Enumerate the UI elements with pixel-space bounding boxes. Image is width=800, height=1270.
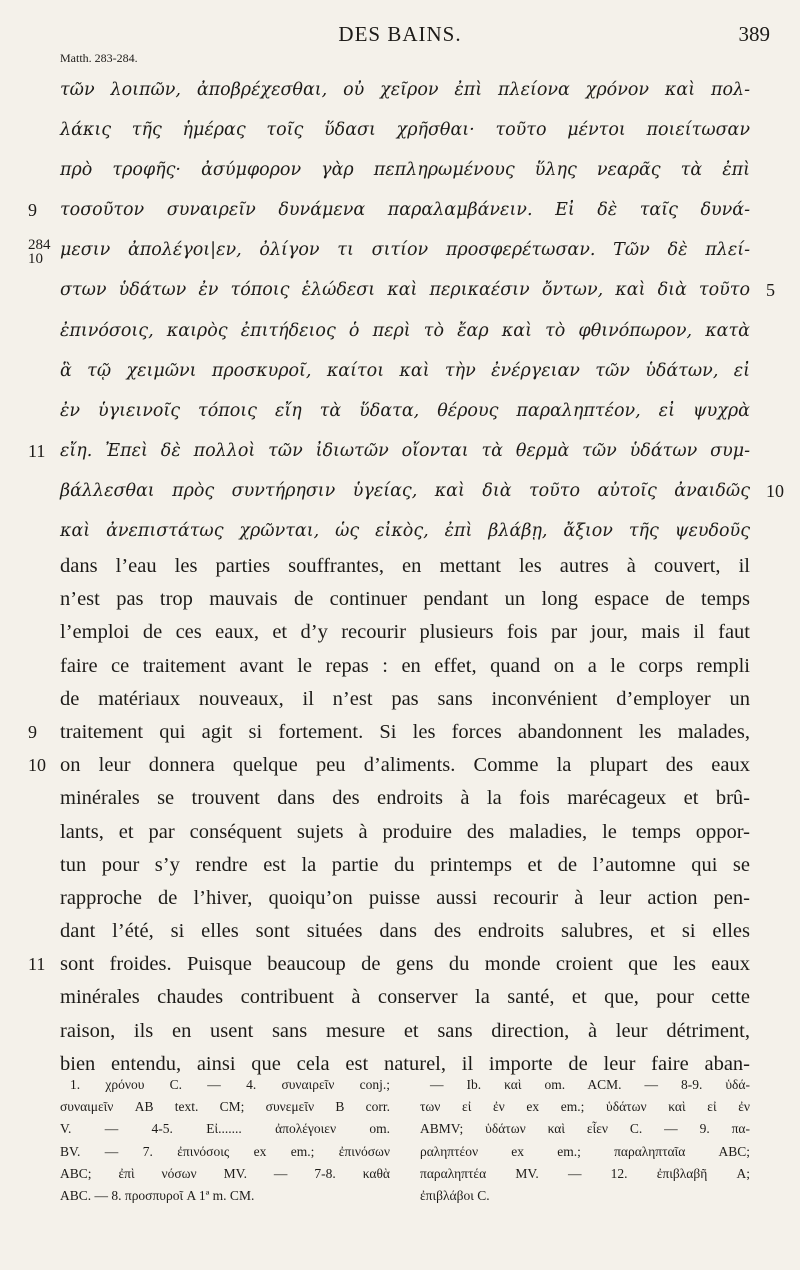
apparatus-line: ἐπιβλάβοι C. <box>420 1187 490 1203</box>
line-text: minérales chaudes contribuent à conserver la santé, et que, pour cette <box>60 986 750 1009</box>
line-text: sont froides. Puisque beaucoup de gens du monde croient que les eaux <box>60 953 750 976</box>
line-text: dant l’été, si elles sont situées dans des endroits salubres, et si elles <box>60 920 750 943</box>
line-text: πρὸ τροφῆς· ἀσύμφορον γὰρ πεπληρωμένους ὕλης νεαρᾶς τὰ ἐπὶ <box>60 160 750 181</box>
text-line <box>60 150 750 190</box>
text-line <box>60 1015 750 1048</box>
source-reference: Matth. 283-284. <box>60 51 138 65</box>
line-text: lants, et par conséquent sujets à produire des maladies, le temps oppor- <box>60 820 750 843</box>
line-text: ἐπινόσοις, καιρὸς ἐπιτήδειος ὁ περὶ τὸ ἔαρ καὶ τὸ φθινόπωρον, κατὰ <box>60 320 750 341</box>
line-text: στων ὑδάτων ἐν τόποις ἑλώδεσι καὶ περικαέσιν ὄντων, καὶ διὰ τοῦτο <box>60 280 750 301</box>
text-line <box>60 270 750 310</box>
line-text: rapproche de l’hiver, quoiqu’on puisse aussi recourir à leur action pen- <box>60 886 750 909</box>
text-line <box>60 650 750 683</box>
margin-line-number: 5 <box>766 280 775 301</box>
apparatus-line: των εἰ ἐν ex em.; ὑδάτων καὶ εἰ ἐν <box>420 1099 750 1115</box>
text-line <box>28 749 750 782</box>
apparatus-line: παραληπτέα MV. — 12. ἐπιβλαβῆ A; <box>420 1165 750 1181</box>
apparatus-line: 1. χρόνου C. — 4. συναιρεῖν conj.; <box>70 1077 390 1092</box>
line-text: μεσιν ἀπολέγοι|εν, ὀλίγον τι σιτίον προσφερέτωσαν. Τῶν δὲ πλεί- <box>60 240 750 261</box>
critical-apparatus <box>60 1074 750 1207</box>
line-text: εἴη. Ἐπεὶ δὲ πολλοὶ τῶν ἰδιωτῶν οἴονται τὰ θερμὰ τῶν ὑδάτων συμ- <box>60 440 750 461</box>
text-line <box>60 683 750 716</box>
french-translation-block <box>28 550 750 1081</box>
line-text: on leur donnera quelque peu d’aliments. Comme la plupart des eaux <box>60 754 750 777</box>
line-text: raison, ils en usent sans mesure et sans direction, à leur détriment, <box>60 1019 750 1042</box>
apparatus-line: ABMV; ὑδάτων καὶ εἶεν C. — 9. πα- <box>420 1121 750 1137</box>
text-line <box>60 511 750 551</box>
text-line <box>60 550 750 583</box>
margin-line-number: 284 10 <box>28 237 51 268</box>
line-text: βάλλεσθαι πρὸς συντήρησιν ὑγείας, καὶ διὰ τοῦτο αὐτοῖς ἀναιδῶς <box>60 480 750 501</box>
page-number: 389 <box>738 22 770 46</box>
text-line <box>60 471 750 511</box>
line-text: n’est pas trop mauvais de continuer pendant un long espace de temps <box>60 588 750 611</box>
line-text: minérales se trouvent dans des endroits à la fois marécageux et brû- <box>60 787 750 810</box>
apparatus-line: συναιμεῖν AB text. CM; συνεμεῖν B corr. <box>60 1099 390 1115</box>
text-line <box>60 391 750 431</box>
apparatus-line: BV. — 7. ἐπινόσοις ex em.; ἐπινόσων <box>60 1143 390 1159</box>
margin-line-number: 9 <box>28 200 37 221</box>
margin-line-number: 9 <box>28 721 37 742</box>
line-text: ἐν ὑγιεινοῖς τόποις εἴη τὰ ὕδατα, θέρους παραληπτέον, εἰ ψυχρὰ <box>60 400 750 421</box>
margin-line-number: 10 <box>28 755 46 776</box>
apparatus-line: ABC; ἐπὶ νόσων MV. — 7-8. καθὰ <box>60 1165 390 1181</box>
text-line <box>60 70 750 110</box>
apparatus-left-column <box>60 1074 390 1207</box>
apparatus-line: V. — 4-5. Εἰ....... ἀπολέγοιεν om. <box>60 1121 390 1137</box>
line-text: ἃ τῷ χειμῶνι προσκυροῖ, καίτοι καὶ τὴν ἐνέργειαν τῶν ὑδάτων, εἰ <box>60 360 750 381</box>
line-text: dans l’eau les parties souffrantes, en mettant les autres à couvert, il <box>60 555 750 577</box>
text-line <box>60 782 750 815</box>
line-text: tun pour s’y rendre est la partie du printemps et de l’automne qui se <box>60 853 750 876</box>
text-line <box>60 816 750 849</box>
line-text: faire ce traitement avant le repas : en effet, quand on a le corps rempli <box>60 654 750 677</box>
line-text: de matériaux nouveaux, il n’est pas sans inconvénient d’employer un <box>60 687 750 710</box>
line-text: καὶ ἀνεπιστάτως χρῶνται, ὡς εἰκὸς, ἐπὶ βλάβῃ, ἄξιον τῆς ψευδοῦς <box>60 521 750 542</box>
apparatus-right-column <box>420 1074 750 1207</box>
margin-line-number: 11 <box>28 954 46 975</box>
text-line <box>28 190 750 230</box>
apparatus-line: ABC. — 8. προσπυροῖ A 1ª m. CM. <box>60 1187 255 1203</box>
text-line <box>28 716 750 749</box>
text-line <box>60 882 750 915</box>
line-text: l’emploi de ces eaux, et d’y recourir plusieurs fois par jour, mais il faut <box>60 621 750 644</box>
line-text: bien entendu, ainsi que cela est naturel, il importe de leur faire aban- <box>60 1052 750 1075</box>
line-text: τῶν λοιπῶν, ἀποβρέχεσθαι, οὐ χεῖρον ἐπὶ πλείονα χρόνον καὶ πολ- <box>60 80 750 100</box>
line-text: λάκις τῆς ἡμέρας τοῖς ὕδασι χρῆσθαι· τοῦτο μέντοι ποιείτωσαν <box>60 120 750 141</box>
running-title: DES BAINS. <box>338 22 462 46</box>
line-text: τοσοῦτον συναιρεῖν δυνάμενα παραλαμβάνειν. Εἰ δὲ ταῖς δυνά- <box>60 200 750 221</box>
greek-text-block <box>28 70 784 551</box>
apparatus-line: — Ib. καὶ om. ACM. — 8-9. ὑδά- <box>430 1077 750 1092</box>
text-line <box>60 981 750 1014</box>
text-line <box>60 583 750 616</box>
text-line <box>60 110 750 150</box>
line-text: traitement qui agit si fortement. Si les forces abandonnent les malades, <box>60 720 750 743</box>
text-line <box>60 616 750 649</box>
text-line <box>60 311 750 351</box>
margin-line-number: 11 <box>28 440 46 461</box>
text-line <box>28 948 750 981</box>
text-line <box>60 351 750 391</box>
apparatus-line: ραληπτέον ex em.; παραληπταῖα ABC; <box>420 1143 750 1159</box>
text-line <box>60 915 750 948</box>
running-head <box>0 22 800 46</box>
margin-line-number: 10 <box>766 480 784 501</box>
text-line <box>60 849 750 882</box>
